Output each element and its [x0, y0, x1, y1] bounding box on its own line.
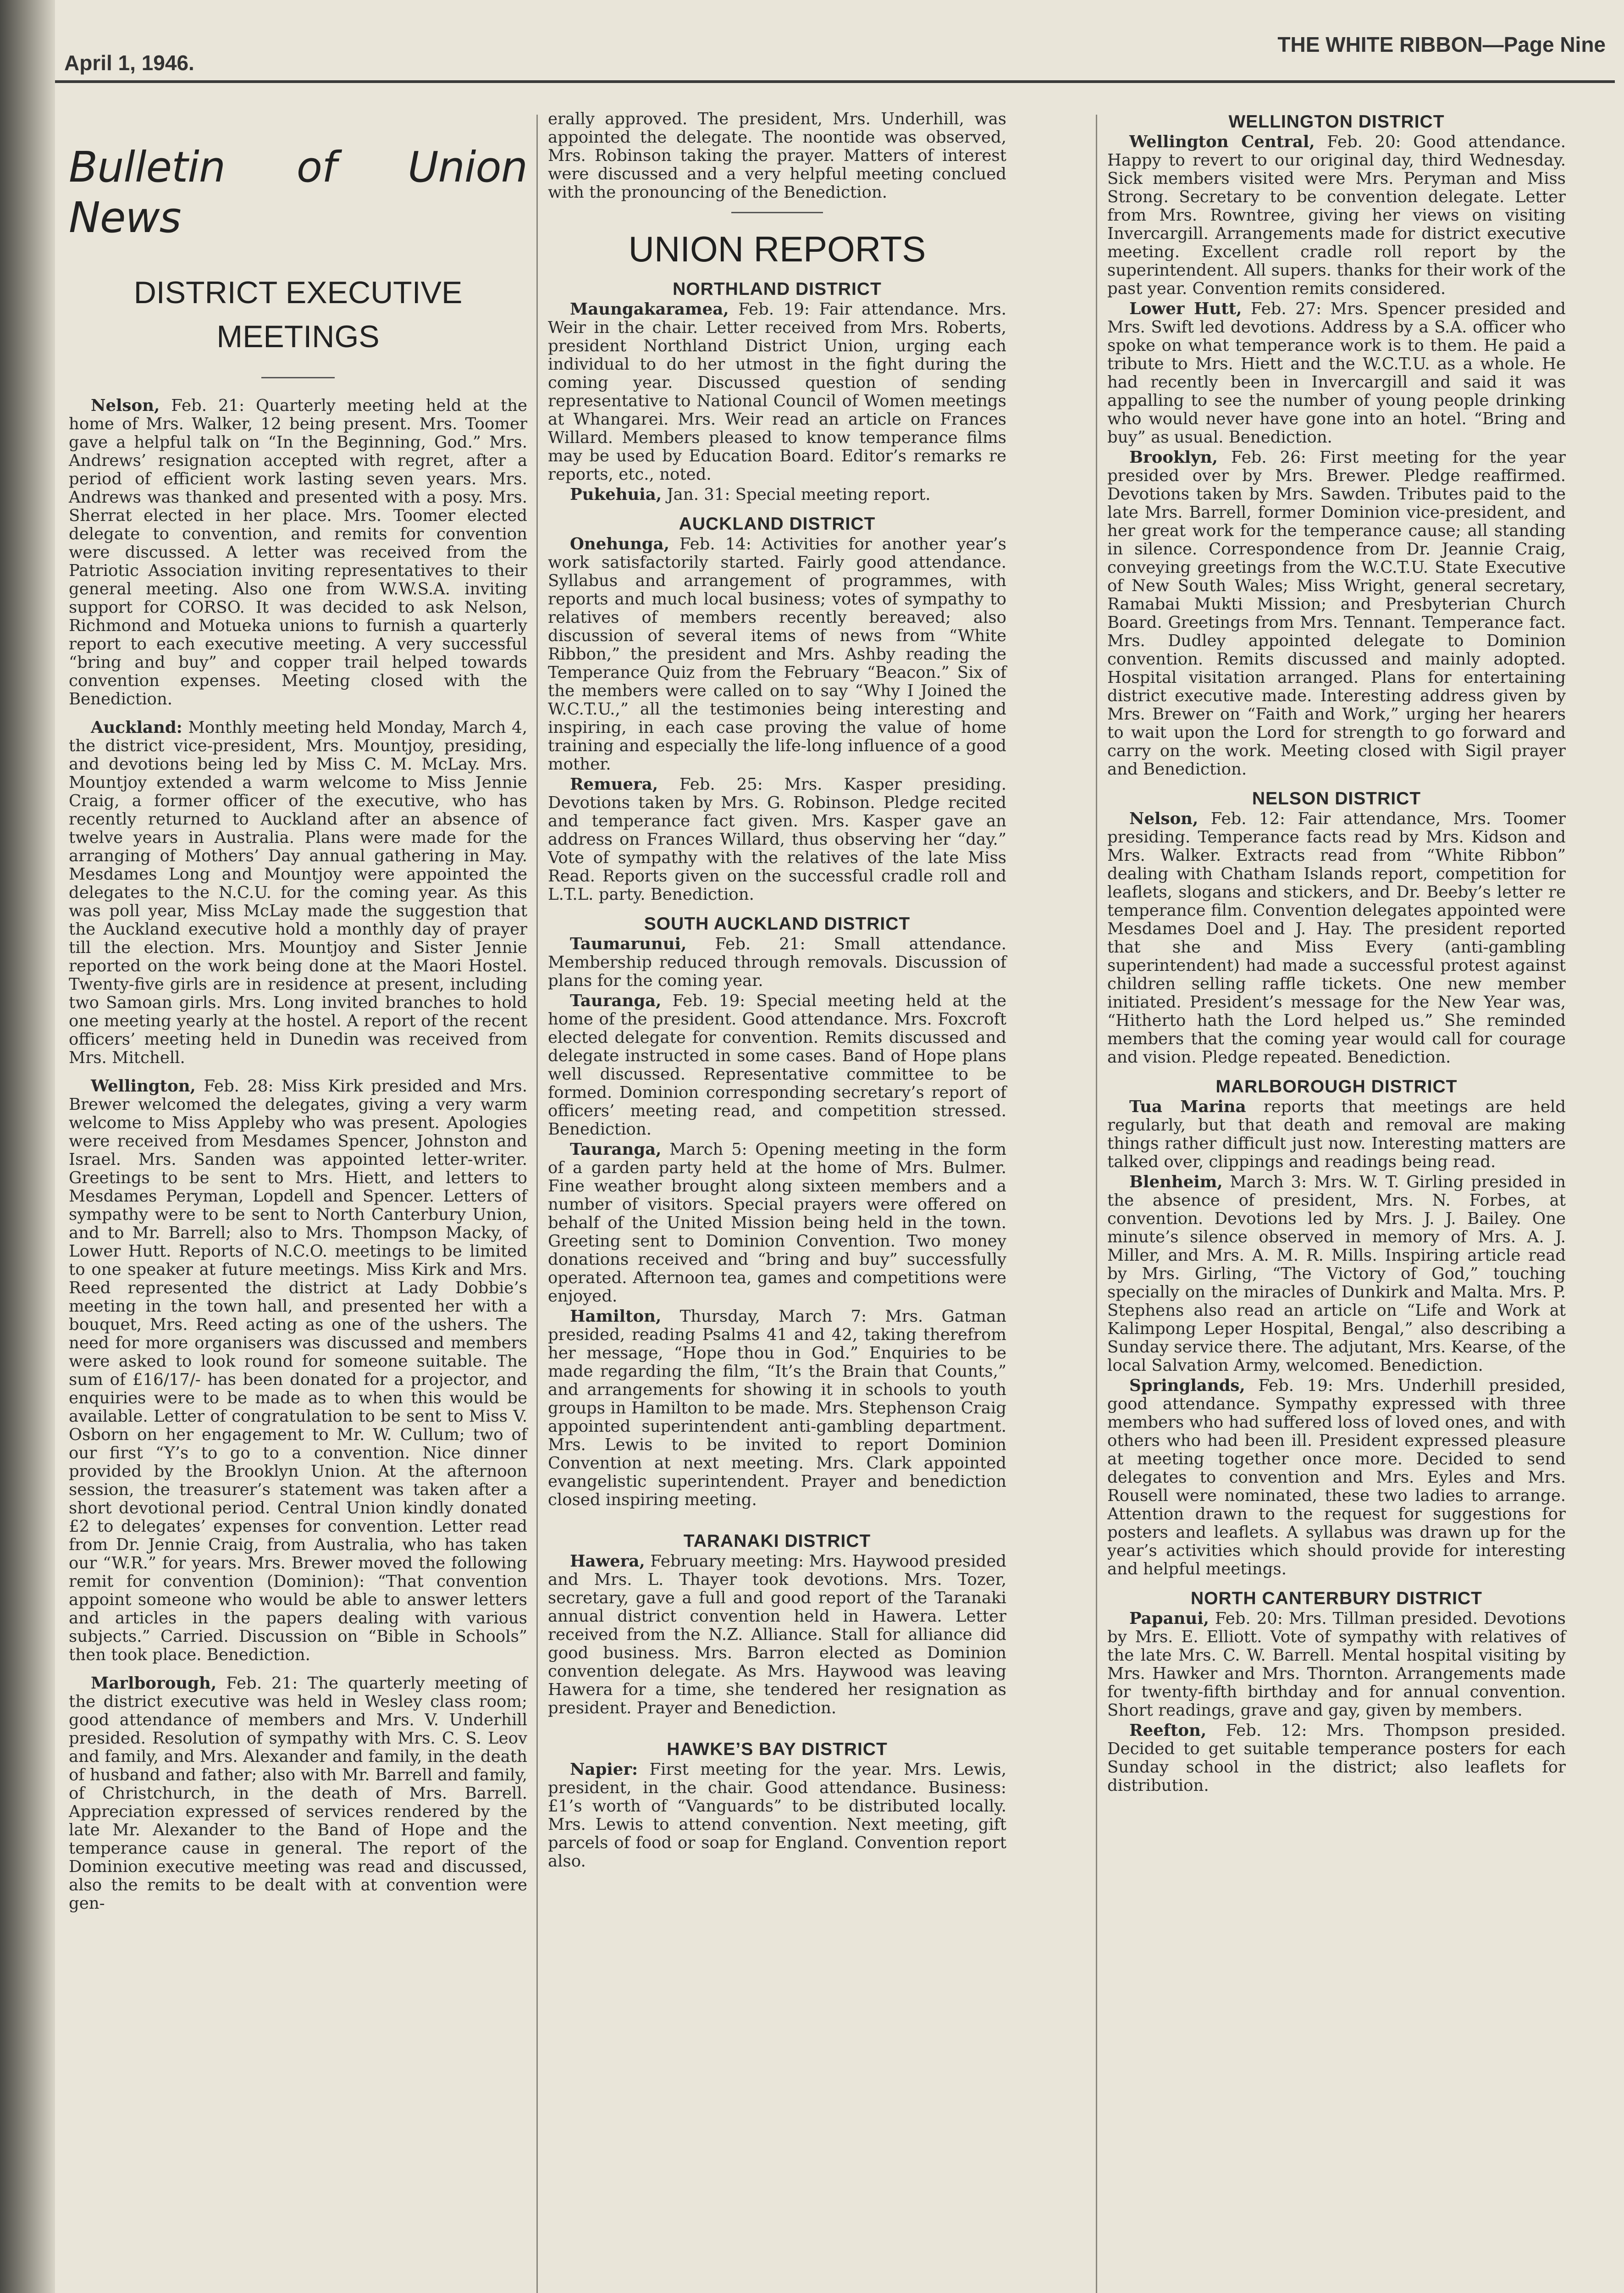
middle-column	[548, 110, 1006, 1881]
report-place: Remuera,	[570, 775, 658, 794]
report-place: Taumarunui,	[570, 935, 687, 953]
left-column	[69, 133, 527, 1923]
right-column	[1107, 110, 1566, 1805]
report-paragraph	[548, 1552, 1006, 1717]
page-label: THE WHITE RIBBON—Page Nine	[1277, 33, 1606, 56]
report-place: Hamilton,	[570, 1307, 662, 1326]
column-divider	[1096, 115, 1097, 2293]
report-paragraph	[548, 535, 1006, 774]
report-paragraph	[69, 1077, 527, 1664]
section-title-line: DISTRICT EXECUTIVE	[133, 275, 463, 310]
report-paragraph	[1107, 810, 1566, 1067]
district-heading: TARANAKI DISTRICT	[683, 1531, 871, 1551]
report-place: Maungakaramea,	[570, 300, 729, 319]
report-place: Pukehuia,	[570, 485, 662, 504]
report-paragraph	[1107, 1377, 1566, 1579]
issue-date: April 1, 1946.	[64, 51, 194, 75]
report-place: Tauranga,	[570, 991, 662, 1010]
report-text: March 5: Opening meeting in the form of a garden party held at the home of Mrs. Bulmer. Fine weather brought along sixteen members and a number of visitors. Special prayers were offered on behalf of the United Mission being held in the town. Greeting sent to Dominion Convention. Two money donations received and “bring and buy” successfully operated. Afternoon tea, games and competitions were enjoyed.	[548, 1140, 1006, 1306]
report-text: Feb. 21: The quarterly meeting of the district executive was held in Wesley class room; good attendance of members and Mrs. V. Underhill presided. Resolution of sympathy with Mrs. C. S. Leov and family, and Mrs. Alexander and family, in the death of husband and father; also with Mr. Barrell and family, of Christchurch, in the death of Mrs. Barrell. Appreciation expressed of services rendered by the late Mr. Alexander to the Band of Hope and the temperance cause in general. The report of the Dominion executive meeting was read and discussed, also the remits to be dealt with at convention were gen-	[69, 1674, 527, 1913]
report-text: Feb. 26: First meeting for the year presided over by Mrs. Brewer. Pledge reaffirmed. Devotions taken by Mrs. Sawden. Tributes paid to the late Mrs. Barrell, former Dominion vice-president, and her great work for the temperance cause; all standing in silence. Correspondence from Dr. Jeannie Craig, conveying greetings from the W.C.T.U. State Executive of New South Wales; Miss Wright, general secretary, Ramabai Mukti Mission; and Presbyterian Church Board. Greetings from Mrs. Tennant. Temperance fact. Mrs. Dudley appointed delegate to Dominion convention. Remits discussed and mainly adopted. Hospital visitation arranged. Plans for entertaining district executive made. Interesting address given by Mrs. Brewer on “Faith and Work,” urging her hearers to wait upon the Lord for strength to go forward and carry on the work. Meeting closed with Sigil prayer and Benediction.	[1107, 448, 1566, 779]
report-text: Feb. 14: Activities for another year’s work satisfactorily started. Fairly good attendance. Syllabus and arrangement of programmes, with reports and much local business; votes of sympathy to relatives of members recently bereaved; also discussion of several items of news from “White Ribbon,” the president and Mrs. Ashby reading the Temperance Quiz from the February “Beacon.” Six of the members were called on to say “Why I Joined the W.C.T.U.,” all the testimonies being interesting and inspiring, in each case proving the value of home training and especially the life-long influence of a good mother.	[548, 535, 1006, 774]
report-text: March 3: Mrs. W. T. Girling presided in the absence of president, Mrs. N. Forbes, at convention. Devotions led by Mrs. J. J. Bailey. One minute’s silence observed in memory of Mrs. A. J. Miller, and Mrs. A. M. R. Mills. Inspiring article read by Mrs. Girling, “The Victory of God,” touching specially on the miracles of Dunkirk and Malta. Mrs. P. Stephens also read an article on “Life and Work at Kalimpong Leper Hospital, Bengal,” also describing a Sunday service there. The adjutant, Mrs. Kearse, of the local Salvation Army, welcomed. Benediction.	[1107, 1173, 1566, 1375]
report-paragraph	[548, 486, 1006, 504]
district-heading: NELSON DISTRICT	[1252, 789, 1421, 809]
district-heading: SOUTH AUCKLAND DISTRICT	[644, 914, 911, 934]
report-paragraph	[69, 719, 527, 1067]
report-place: Napier:	[570, 1760, 638, 1779]
report-place: Blenheim,	[1129, 1173, 1223, 1191]
report-place: Auckland:	[91, 718, 182, 737]
report-paragraph	[1107, 1098, 1566, 1171]
report-place: Wellington,	[91, 1077, 196, 1096]
report-paragraph	[69, 1674, 527, 1913]
report-text: Feb. 28: Miss Kirk presided and Mrs. Brewer welcomed the delegates, giving a very warm welcome to Miss Appleby who was present. Apologies were received from Mesdames Spencer, Johnston and Israel. Mrs. Sanden was appointed letter-writer. Greetings to be sent to Mrs. Hiett, and letters to Mesdames Peryman, Lopdell and Spencer. Letters of sympathy were to be sent to North Canterbury Union, and to Mr. Barrell; also to Mrs. Thompson Macky, of Lower Hutt. Reports of N.C.O. meetings to be limited to one speaker at future meetings. Miss Kirk and Mrs. Reed represented the district at Lady Dobbie’s meeting in the town hall, and presented her with a bouquet, Mrs. Reed acting as one of the ushers. The need for more organisers was discussed and members were asked to look round for someone suitable. The sum of £16/17/- has been donated for a projector, and enquiries were to be made as to when this would be available. Letter of congratulation to be sent to Miss V. Osborn on her engagement to Mr. W. Cullum; two of our first “Y’s to go to a convention. Nice dinner provided by the Brooklyn Union. At the afternoon session, the treasurer’s statement was taken after a short devotional period. Central Union kindly donated £2 to delegates’ expenses for convention. Letter read from Dr. Jennie Craig, from Australia, who has taken our “W.R.” for years. Mrs. Brewer moved the following remit for convention (Dominion): “That convention appoint someone who would be able to answer letters and articles in the papers dealing with various subjects.” Carried. Discussion on “Bible in Schools” then took place. Benediction.	[69, 1077, 527, 1664]
report-paragraph	[69, 397, 527, 709]
district-heading: NORTHLAND DISTRICT	[673, 279, 882, 299]
report-text: Feb. 21: Small attendance. Membership reduced through removals. Discussion of plans for the coming year.	[548, 935, 1006, 990]
report-place: Nelson,	[1129, 809, 1199, 828]
report-paragraph	[548, 935, 1006, 990]
district-heading: MARLBOROUGH DISTRICT	[1215, 1077, 1458, 1097]
column-divider	[536, 115, 538, 2293]
district-heading: NORTH CANTERBURY DISTRICT	[1191, 1589, 1482, 1608]
report-place: Brooklyn,	[1129, 448, 1218, 467]
report-place: Marlborough,	[91, 1674, 217, 1693]
report-paragraph	[1107, 300, 1566, 447]
report-text: Feb. 19: Special meeting held at the home of the president. Good attendance. Mrs. Foxcroft elected delegate for convention. Remits discussed and delegate instructed in some cases. Band of Hope plans well discussed. Representative committee to be formed. Dominion corresponding secretary’s report of officers’ meeting read, and competition stressed. Benediction.	[548, 991, 1006, 1139]
report-place: Wellington Central,	[1129, 133, 1315, 151]
header-rule	[55, 80, 1615, 83]
bulletin-title: Bulletin of Union News	[69, 143, 527, 242]
report-text: Monthly meeting held Monday, March 4, the district vice-president, Mrs. Mountjoy, presiding, and devotions being led by Miss C. M. McLay. Mrs. Mountjoy extended a warm welcome to Miss Jennie Craig, a former officer of the executive, who has recently returned to Auckland after an absence of twelve years in Australia. Plans were made for the arranging of Mothers’ Day annual gathering in May. Mesdames Long and Mountjoy were appointed the delegates to the N.C.U. for the coming year. As this was poll year, Miss McLay made the suggestion that the Auckland executive hold a monthly day of prayer till the election. Mrs. Mountjoy and Sister Jennie reported on the work being done at the Maori Hostel. Twenty-five girls are in residence at present, including two Samoan girls. Mrs. Long invited branches to hold one meeting yearly at the hostel. A report of the recent officers’ meeting held in Dunedin was received from Mrs. Mitchell.	[69, 718, 527, 1067]
report-text: Jan. 31: Special meeting report.	[662, 485, 931, 504]
district-heading: AUCKLAND DISTRICT	[679, 514, 876, 534]
report-place: Lower Hutt,	[1129, 299, 1242, 318]
report-text: Feb. 19: Mrs. Underhill presided, good attendance. Sympathy expressed with three members who had suffered loss of loved ones, and with others who had been ill. President expressed pleasure at meeting together once more. Decided to send delegates to convention and Mrs. Eyles and Mrs. Rousell were nominated, these two ladies to arrange. Attention drawn to the request for suggestions for posters and leaflets. A syllabus was drawn up for the year’s activities which should provide for interesting and helpful meetings.	[1107, 1376, 1566, 1579]
report-place: Tauranga,	[570, 1140, 662, 1159]
continuation-paragraph: erally approved. The president, Mrs. Underhill, was appointed the delegate. The noontide was observed, Mrs. Robinson taking the prayer. Matters of interest were discussed and a very helpful meeting conclued with the pronouncing of the Benediction.	[548, 110, 1006, 202]
district-heading: HAWKE’S BAY DISTRICT	[667, 1739, 888, 1759]
section-rule	[261, 377, 335, 378]
report-text: reports that meetings are held regularly, but that death and removal are making things rather difficult just now. Interesting matters are talked over, clippings and readings being read.	[1107, 1097, 1566, 1171]
report-paragraph	[1107, 1173, 1566, 1375]
report-paragraph	[548, 775, 1006, 904]
report-text: Feb. 27: Mrs. Spencer presided and Mrs. Swift led devotions. Address by a S.A. officer who spoke on what temperance work is to them. He paid a tribute to Mrs. Hiett and the W.C.T.U. as a whole. He had recently been in Invercargill and said it was appalling to see the number of young people drinking who would never have gone into an hotel. “Bring and buy” as usual. Benediction.	[1107, 299, 1566, 447]
report-text: February meeting: Mrs. Haywood presided and Mrs. L. Thayer took devotions. Mrs. Tozer, secretary, gave a full and good report of the Taranaki annual district convention held in Hawera. Letter received from the N.Z. Alliance. Stall for alliance did good business. Mrs. Barron elected as Dominion convention delegate. As Mrs. Haywood was leaving Hawera for a time, she tendered her resignation as president. Prayer and Benediction.	[548, 1552, 1006, 1717]
report-text: Thursday, March 7: Mrs. Gatman presided, reading Psalms 41 and 42, taking therefrom her message, “Hope thou in God.” Enquiries to be made regarding the film, “It’s the Brain that Counts,” and arrangements for showing it in schools to youth groups in Hamilton to be made. Mrs. Stephenson Craig appointed superintendent anti-gambling department. Mrs. Lewis to be invited to report Dominion Convention at next meeting. Mrs. Clark appointed evangelistic superintendent. Prayer and benediction closed inspiring meeting.	[548, 1307, 1006, 1509]
report-place: Tua Marina	[1129, 1097, 1246, 1116]
report-place: Nelson,	[91, 396, 160, 415]
report-text: Feb. 21: Quarterly meeting held at the home of Mrs. Walker, 12 being present. Mrs. Toomer gave a helpful talk on “In the Beginning, God.” Mrs. Andrews’ resignation accepted with regret, after a period of efficient work lasting seven years. Mrs. Andrews was thanked and presented with a posy. Mrs. Sherrat elected in her place. Mrs. Toomer elected delegate to convention, and remits for convention were discussed. A letter was received from the Patriotic Association inviting representatives to their general meeting. Also one from W.W.S.A. inviting support for CORSO. It was decided to ask Nelson, Richmond and Motueka unions to furnish a quarterly report to each executive meeting. A very successful “bring and buy” and copper trail helped towards convention expenses. Meeting closed with the Benediction.	[69, 396, 527, 709]
report-paragraph	[1107, 449, 1566, 779]
report-text: Feb. 19: Fair attendance. Mrs. Weir in the chair. Letter received from Mrs. Roberts, president Northland District Union, urging each individual to do her utmost in the fight during the coming year. Discussed question of sending representative to National Council of Women meetings at Whangarei. Mrs. Weir read an article on Frances Willard. Members pleased to know temperance films may be used by Education Board. Editor’s remarks re reports, etc., noted.	[548, 300, 1006, 484]
section-rule	[731, 212, 823, 213]
report-place: Papanui,	[1129, 1609, 1210, 1628]
report-place: Onehunga,	[570, 535, 669, 554]
report-paragraph	[548, 1761, 1006, 1871]
report-text: Feb. 20: Mrs. Tillman presided. Devotions by Mrs. E. Elliott. Vote of sympathy with relatives of the late Mrs. C. W. Barrell. Mental hospital visiting by Mrs. Hawker and Mrs. Thornton. Arrangements made for twenty-fifth birthday and for annual convention. Short readings, grave and gay, given by members.	[1107, 1609, 1566, 1720]
report-paragraph	[548, 300, 1006, 484]
union-reports-title: UNION REPORTS	[628, 229, 926, 269]
report-place: Hawera,	[570, 1552, 645, 1571]
report-paragraph	[1107, 133, 1566, 298]
running-header	[64, 32, 1606, 73]
report-text: Feb. 20: Good attendance. Happy to revert to our original day, third Wednesday. Sick members visited were Mrs. Peryman and Miss Strong. Secretary to be convention delegate. Letter from Mrs. Rowntree, giving her views on visiting Invercargill. Arrangements made for district executive meeting. Excellent cradle roll report by the superintendent. All supers. thanks for their work of the past year. Convention remits considered.	[1107, 133, 1566, 298]
section-title	[69, 271, 527, 359]
report-paragraph	[1107, 1610, 1566, 1720]
report-text: Feb. 25: Mrs. Kasper presiding. Devotions taken by Mrs. G. Robinson. Pledge recited and temperance fact given. Mrs. Kasper gave an address on Frances Willard, thus observing her “day.” Vote of sympathy with the relatives of the late Miss Read. Reports given on the successful cradle roll and L.T.L. party. Benediction.	[548, 775, 1006, 904]
report-paragraph	[548, 1307, 1006, 1509]
district-heading: WELLINGTON DISTRICT	[1228, 112, 1445, 132]
report-place: Springlands,	[1129, 1376, 1245, 1395]
report-paragraph	[1107, 1722, 1566, 1795]
report-paragraph	[548, 992, 1006, 1139]
report-text: First meeting for the year. Mrs. Lewis, president, in the chair. Good attendance. Business: £1’s worth of “Vanguards” to be distributed locally. Mrs. Lewis to attend convention. Next meeting, gift parcels of food or soap for England. Convention report also.	[548, 1760, 1006, 1871]
section-title-line: MEETINGS	[216, 319, 380, 354]
report-paragraph	[548, 1141, 1006, 1306]
report-place: Reefton,	[1129, 1721, 1207, 1740]
page-binding-edge	[0, 0, 55, 2293]
report-text: Feb. 12: Fair attendance, Mrs. Toomer presiding. Temperance facts read by Mrs. Kidson and Mrs. Walker. Extracts read from “White Ribbon” dealing with Chatham Islands report, competition for leaflets, slogans and stickers, and Dr. Beeby’s letter re temperance film. Convention delegates appointed were Mesdames Doel and J. Hay. The president reported that she and Miss Every (anti-gambling superintendent) had made a successful protest against children selling raffle tickets. One new member initiated. President’s message for the New Year was, “Hitherto hath the Lord helped us.” She reminded members that the coming year would call for courage and vision. Pledge repeated. Benediction.	[1107, 809, 1566, 1067]
newspaper-page	[55, 0, 1624, 2293]
report-text: Feb. 12: Mrs. Thompson presided. Decided to get suitable temperance posters for each Sunday school in the district; also leaflets for distribution.	[1107, 1721, 1566, 1795]
